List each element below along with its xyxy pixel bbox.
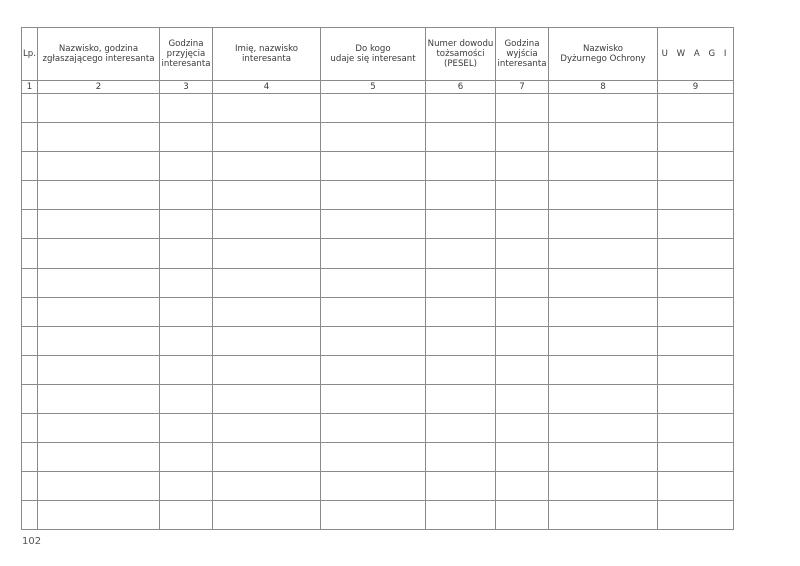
table-cell bbox=[213, 326, 321, 355]
table-cell bbox=[658, 326, 734, 355]
table-row bbox=[22, 326, 734, 355]
table-cell bbox=[496, 181, 549, 210]
table-cell bbox=[426, 210, 496, 239]
table-cell bbox=[22, 94, 38, 123]
table-cell bbox=[22, 239, 38, 268]
table-cell bbox=[38, 210, 160, 239]
table-cell bbox=[321, 152, 426, 181]
table-cell bbox=[38, 181, 160, 210]
table-cell bbox=[426, 384, 496, 413]
table-cell bbox=[321, 384, 426, 413]
table-row bbox=[22, 239, 734, 268]
table-cell bbox=[160, 152, 213, 181]
table-cell bbox=[658, 414, 734, 443]
table-cell bbox=[213, 297, 321, 326]
table-cell bbox=[321, 181, 426, 210]
table-cell bbox=[321, 210, 426, 239]
table-cell bbox=[496, 123, 549, 152]
table-row bbox=[22, 297, 734, 326]
table-cell bbox=[160, 355, 213, 384]
table-cell bbox=[22, 181, 38, 210]
table-cell bbox=[549, 443, 658, 472]
table-cell bbox=[549, 210, 658, 239]
table-row bbox=[22, 501, 734, 530]
table-cell bbox=[658, 123, 734, 152]
table-cell bbox=[213, 355, 321, 384]
table-cell bbox=[160, 210, 213, 239]
table-cell bbox=[321, 472, 426, 501]
header-id-number: Numer dowodu tożsamości (PESEL) bbox=[426, 28, 496, 81]
table-cell bbox=[160, 268, 213, 297]
table-cell bbox=[160, 443, 213, 472]
table-cell bbox=[658, 501, 734, 530]
table-cell bbox=[496, 443, 549, 472]
table-cell bbox=[160, 123, 213, 152]
table-row bbox=[22, 181, 734, 210]
table-cell bbox=[160, 326, 213, 355]
table-cell bbox=[321, 297, 426, 326]
table-cell bbox=[426, 123, 496, 152]
table-cell bbox=[658, 297, 734, 326]
table-cell bbox=[38, 94, 160, 123]
header-lp: Lp. bbox=[22, 28, 38, 81]
table-cell bbox=[38, 297, 160, 326]
table-row bbox=[22, 152, 734, 181]
table-cell bbox=[321, 268, 426, 297]
table-cell bbox=[496, 239, 549, 268]
table-cell bbox=[549, 501, 658, 530]
table-cell bbox=[496, 326, 549, 355]
table-row bbox=[22, 472, 734, 501]
table-row bbox=[22, 384, 734, 413]
table-cell bbox=[38, 123, 160, 152]
table-cell bbox=[549, 414, 658, 443]
table-cell bbox=[22, 297, 38, 326]
table-cell bbox=[213, 210, 321, 239]
table-cell bbox=[213, 443, 321, 472]
table-cell bbox=[426, 268, 496, 297]
column-number: 3 bbox=[160, 81, 213, 94]
table-cell bbox=[22, 472, 38, 501]
column-number: 7 bbox=[496, 81, 549, 94]
table-cell bbox=[22, 268, 38, 297]
table-cell bbox=[160, 297, 213, 326]
table-cell bbox=[22, 501, 38, 530]
table-cell bbox=[426, 239, 496, 268]
table-cell bbox=[658, 181, 734, 210]
table-cell bbox=[549, 181, 658, 210]
table-cell bbox=[658, 239, 734, 268]
table-cell bbox=[549, 123, 658, 152]
page-number: 102 bbox=[22, 536, 42, 547]
table-cell bbox=[38, 355, 160, 384]
header-destination: Do kogo udaje się interesant bbox=[321, 28, 426, 81]
table-cell bbox=[38, 152, 160, 181]
header-arrival-time: Godzina przyjęcia interesanta bbox=[160, 28, 213, 81]
table-cell bbox=[658, 152, 734, 181]
table-cell bbox=[658, 94, 734, 123]
table-cell bbox=[38, 501, 160, 530]
table-row bbox=[22, 210, 734, 239]
table-row bbox=[22, 443, 734, 472]
table-cell bbox=[496, 152, 549, 181]
table-cell bbox=[549, 94, 658, 123]
table-cell bbox=[22, 443, 38, 472]
table-row bbox=[22, 94, 734, 123]
table-cell bbox=[549, 297, 658, 326]
header-visitor-name: Imię, nazwisko interesanta bbox=[213, 28, 321, 81]
table-cell bbox=[160, 239, 213, 268]
column-number-row bbox=[22, 81, 734, 94]
table-cell bbox=[22, 414, 38, 443]
table-cell bbox=[38, 384, 160, 413]
table-cell bbox=[22, 326, 38, 355]
table-cell bbox=[38, 472, 160, 501]
table-cell bbox=[426, 94, 496, 123]
table-cell bbox=[658, 268, 734, 297]
table-cell bbox=[38, 326, 160, 355]
column-number: 4 bbox=[213, 81, 321, 94]
table-cell bbox=[22, 152, 38, 181]
column-number: 2 bbox=[38, 81, 160, 94]
table-cell bbox=[213, 123, 321, 152]
table-cell bbox=[321, 239, 426, 268]
table-cell bbox=[321, 355, 426, 384]
table-cell bbox=[549, 268, 658, 297]
column-number: 9 bbox=[658, 81, 734, 94]
table-cell bbox=[213, 501, 321, 530]
table-row bbox=[22, 123, 734, 152]
table-cell bbox=[22, 384, 38, 413]
table-cell bbox=[321, 326, 426, 355]
header-remarks: U W A G I bbox=[658, 28, 734, 81]
header-exit-time: Godzina wyjścia interesanta bbox=[496, 28, 549, 81]
table-cell bbox=[658, 472, 734, 501]
table-cell bbox=[321, 443, 426, 472]
table-cell bbox=[38, 239, 160, 268]
table-cell bbox=[213, 181, 321, 210]
table-cell bbox=[496, 210, 549, 239]
table-cell bbox=[496, 501, 549, 530]
table-cell bbox=[160, 181, 213, 210]
table-cell bbox=[496, 355, 549, 384]
table-cell bbox=[160, 384, 213, 413]
table-cell bbox=[496, 94, 549, 123]
column-number: 5 bbox=[321, 81, 426, 94]
table-row bbox=[22, 268, 734, 297]
table-cell bbox=[426, 326, 496, 355]
table-cell bbox=[426, 414, 496, 443]
table-cell bbox=[549, 384, 658, 413]
table-cell bbox=[426, 501, 496, 530]
table-cell bbox=[321, 123, 426, 152]
table-cell bbox=[549, 326, 658, 355]
table-cell bbox=[496, 472, 549, 501]
column-number: 8 bbox=[549, 81, 658, 94]
table-cell bbox=[658, 384, 734, 413]
table-cell bbox=[213, 384, 321, 413]
table-cell bbox=[38, 414, 160, 443]
table-cell bbox=[22, 210, 38, 239]
visitor-log-table bbox=[21, 27, 734, 530]
header-row bbox=[22, 28, 734, 81]
table-cell bbox=[38, 268, 160, 297]
table-cell bbox=[549, 152, 658, 181]
column-number: 6 bbox=[426, 81, 496, 94]
table-cell bbox=[658, 355, 734, 384]
table-cell bbox=[160, 94, 213, 123]
table-cell bbox=[160, 472, 213, 501]
table-cell bbox=[549, 355, 658, 384]
table-cell bbox=[496, 297, 549, 326]
table-cell bbox=[160, 414, 213, 443]
table-cell bbox=[426, 472, 496, 501]
table-cell bbox=[213, 152, 321, 181]
table-cell bbox=[213, 472, 321, 501]
header-reporter-name-time: Nazwisko, godzina zgłaszającego interesanta bbox=[38, 28, 160, 81]
table-cell bbox=[213, 94, 321, 123]
table-cell bbox=[496, 414, 549, 443]
table-cell bbox=[426, 443, 496, 472]
table-cell bbox=[549, 239, 658, 268]
header-guard-name: Nazwisko Dyżurnego Ochrony bbox=[549, 28, 658, 81]
table-cell bbox=[426, 297, 496, 326]
table-cell bbox=[38, 443, 160, 472]
table-row bbox=[22, 414, 734, 443]
table-cell bbox=[321, 414, 426, 443]
column-number: 1 bbox=[22, 81, 38, 94]
table-cell bbox=[321, 501, 426, 530]
table-cell bbox=[426, 355, 496, 384]
table-cell bbox=[549, 472, 658, 501]
table-cell bbox=[658, 443, 734, 472]
table-cell bbox=[426, 152, 496, 181]
table-cell bbox=[658, 210, 734, 239]
table-cell bbox=[496, 268, 549, 297]
table-cell bbox=[321, 94, 426, 123]
table-cell bbox=[213, 268, 321, 297]
table-cell bbox=[213, 414, 321, 443]
table-cell bbox=[426, 181, 496, 210]
table-cell bbox=[22, 355, 38, 384]
table-cell bbox=[160, 501, 213, 530]
table-cell bbox=[213, 239, 321, 268]
table-cell bbox=[496, 384, 549, 413]
table-row bbox=[22, 355, 734, 384]
table-cell bbox=[22, 123, 38, 152]
